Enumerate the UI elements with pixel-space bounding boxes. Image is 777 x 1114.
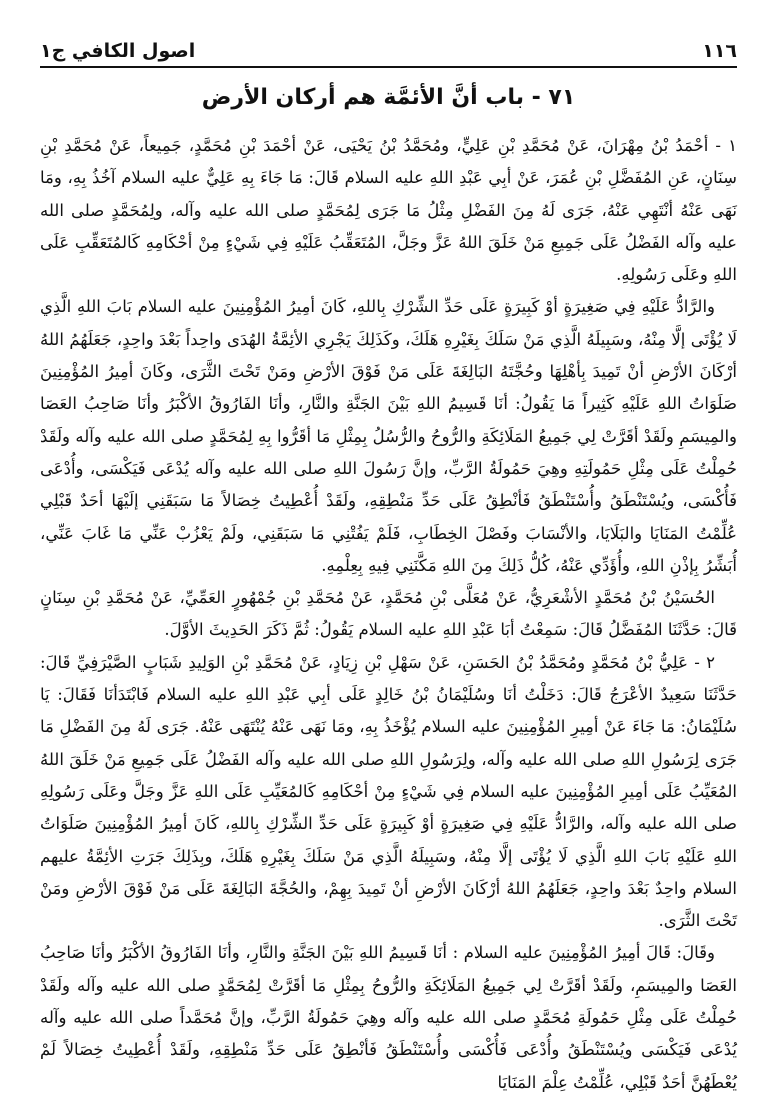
chapter-title: ٧١ - باب أنَّ الأئمَّة هم أركان الأرض: [201, 85, 576, 110]
running-header: [40, 28, 737, 62]
paragraph-hadith-2: ٢ - عَلِيُّ بْنُ مُحَمَّدٍ ومُحَمَّدُ بْنُ الحَسَنِ، عَنْ سَهْلِ بْنِ زِيَادٍ، عَنْ مُحَمَّدِ بْنِ الوَلِيدِ شَبَابٍ الصَّيْرَفِيِّ قَالَ: حَدَّثَنَا سَعِيدٌ الأعْرَجُ قَالَ: دَخَلْتُ أنَا وسُلَيْمَانُ بْنُ خَالِدٍ عَلَى أبِي عَبْدِ اللهِ عليه السلام فَابْتَدَأنَا فَقَالَ: يَا سُلَيْمَانُ: مَا جَاءَ عَنْ أمِيرِ المُؤْمِنِينَ عليه السلام يُؤْخَذُ بِهِ، ومَا نَهَى عَنْهُ يُنْتَهَى عَنْهُ. جَرَى لَهُ مِنَ الفَضْلِ مَا جَرَى لِرَسُولِ اللهِ صلى الله عليه وآله، ولِرَسُولِ اللهِ صلى الله عليه وآله الفَضْلُ عَلَى جَمِيعِ مَنْ خَلَقَ اللهُ المُعَيِّبُ عَلَى أمِيرِ المُؤْمِنِينَ عليه السلام فِي شَيْءٍ مِنْ أحْكَامِهِ كَالمُعَيِّبِ عَلَى اللهِ عَزَّ وجَلَّ وعَلَى رَسُولِهِ صلى الله عليه وآله، والرَّادُّ عَلَيْهِ فِي صَغِيرَةٍ أوْ كَبِيرَةٍ عَلَى حَدِّ الشِّرْكِ بِاللهِ، كَانَ أمِيرُ المُؤْمِنِينَ صَلَوَاتُ اللهِ عَلَيْهِ بَابَ اللهِ الَّذِي لَا يُؤْتَى إلَّا مِنْهُ، وسَبِيلَهُ الَّذِي مَنْ سَلَكَ بِغَيْرِهِ هَلَكَ، وبِذَلِكَ جَرَتِ الأئِمَّةُ عليهم السلام واحِدٌ بَعْدَ واحِدٍ، جَعَلَهُمُ اللهُ أرْكَانَ الأرْضِ أنْ تَمِيدَ بِهِمْ، والحُجَّةَ البَالِغَةَ عَلَى مَنْ فَوْقَ الأرْضِ ومَنْ تَحْتَ الثَّرَى.: [40, 652, 737, 931]
book-title: اصول الكافي ج١: [40, 40, 196, 62]
page-number: ١١٦: [702, 40, 737, 62]
paragraph-hadith-1: ١ - أحْمَدُ بْنُ مِهْرَانَ، عَنْ مُحَمَّدِ بْنِ عَلِيٍّ، ومُحَمَّدُ بْنُ يَحْيَى، عَنْ أحْمَدَ بْنِ مُحَمَّدٍ، جَمِيعاً، عَنْ مُحَمَّدِ بْنِ سِنَانٍ، عَنِ المُفَضَّلِ بْنِ عُمَرَ، عَنْ أبِي عَبْدِ اللهِ عليه السلام قَالَ: مَا جَاءَ بِهِ عَلِيٌّ عليه السلام آخُذُ بِهِ، ومَا نَهَى عَنْهُ أنْتَهِي عَنْهُ، جَرَى لَهُ مِنَ الفَضْلِ مِثْلُ مَا جَرَى لِمُحَمَّدٍ صلى الله عليه وآله، ولِمُحَمَّدٍ صلى الله عليه وآله الفَضْلُ عَلَى جَمِيعِ مَنْ خَلَقَ اللهُ عَزَّ وجَلَّ، المُتَعَقِّبُ عَلَيْهِ فِي شَيْءٍ مِنْ أحْكَامِهِ كَالمُتَعَقِّبِ عَلَى اللهِ وعَلَى رَسُولِهِ.: [40, 136, 737, 285]
paragraph-chain-note: الحُسَيْنُ بْنُ مُحَمَّدٍ الأشْعَرِيُّ، عَنْ مُعَلَّى بْنِ مُحَمَّدٍ، عَنْ مُحَمَّدِ بْنِ جُمْهُورٍ العَمِّيِّ، عَنْ مُحَمَّدِ بْنِ سِنَانٍ قَالَ: حَدَّثَنَا المُفَضَّلُ قَالَ: سَمِعْتُ أبَا عَبْدِ اللهِ عليه السلام يَقُولُ: ثُمَّ ذَكَرَ الحَدِيثَ الأوَّلَ.: [40, 588, 737, 640]
header-divider: [40, 66, 737, 68]
body-text: [40, 130, 737, 1099]
paragraph-hadith-2-cont: وقَالَ: قَالَ أمِيرُ المُؤْمِنِينَ عليه السلام : أنَا قَسِيمُ اللهِ بَيْنَ الجَنَّةِ والنَّارِ، وأنَا الفَارُوقُ الأكْبَرُ وأنَا صَاحِبُ العَصَا والمِيسَمِ، ولَقَدْ أقَرَّتْ لِي جَمِيعُ المَلَائِكَةِ والرُّوحُ بِمِثْلِ مَا أقَرَّتْ لِمُحَمَّدٍ صلى الله عليه وآله ولَقَدْ حُمِلْتُ عَلَى مِثْلِ حَمُولَةِ مُحَمَّدٍ صلى الله عليه وآله وهِيَ حَمُولَةُ الرَّبِّ، وإنَّ مُحَمَّداً صلى الله عليه وآله يُدْعَى فَيَكْسَى ويُسْتَنْطَقُ وأُدْعَى فَأُكْسَى وأُسْتَنْطَقُ فَأنْطِقُ عَلَى حَدِّ مَنْطِقِهِ، ولَقَدْ أُعْطِيتُ خِصَالاً لَمْ يُعْطَهُنَّ أحَدٌ قَبْلِي، عُلِّمْتُ عِلْمَ المَنَايَا: [40, 943, 737, 1092]
paragraph-hadith-1-cont: والرَّادُّ عَلَيْهِ فِي صَغِيرَةٍ أوْ كَبِيرَةٍ عَلَى حَدِّ الشِّرْكِ بِاللهِ، كَانَ أمِيرُ المُؤْمِنِينَ عليه السلام بَابَ اللهِ الَّذِي لَا يُؤْتَى إلَّا مِنْهُ، وسَبِيلَهُ الَّذِي مَنْ سَلَكَ بِغَيْرِهِ هَلَكَ، وكَذَلِكَ يَجْرِي الأئِمَّةُ الهُدَى واحِداً بَعْدَ واحِدٍ، جَعَلَهُمُ اللهُ أرْكَانَ الأرْضِ أنْ تَمِيدَ بِأهْلِهَا وحُجَّتَهُ البَالِغَةَ عَلَى مَنْ فَوْقَ الأرْضِ ومَنْ تَحْتَ الثَّرَى، وكَانَ أمِيرُ المُؤْمِنِينَ صَلَوَاتُ اللهِ عَلَيْهِ كَثِيراً مَا يَقُولُ: أنَا قَسِيمُ اللهِ بَيْنَ الجَنَّةِ والنَّارِ، وأنَا الفَارُوقُ الأكْبَرُ وأنَا صَاحِبُ العَصَا والمِيسَمِ ولَقَدْ أقَرَّتْ لِي جَمِيعُ المَلَائِكَةِ والرُّوحُ والرُّسُلُ بِمِثْلِ مَا أقَرُّوا بِهِ لِمُحَمَّدٍ صلى الله عليه وآله ولَقَدْ حُمِلْتُ عَلَى مِثْلِ حَمُولَتِهِ وهِيَ حَمُولَةُ الرَّبِّ، وإنَّ رَسُولَ اللهِ صلى الله عليه وآله يُدْعَى فَيَكْسَى، وأُدْعَى فَأُكْسَى، ويُسْتَنْطَقُ وأُسْتَنْطَقُ فَأنْطِقُ عَلَى حَدِّ مَنْطِقِهِ، ولَقَدْ أُعْطِيتُ خِصَالاً مَا سَبَقَنِي إلَيْهَا أحَدٌ قَبْلِي عُلِّمْتُ المَنَايَا والبَلَايَا، والأنْسَابَ وفَصْلَ الخِطَابِ، فَلَمْ يَفُتْنِي مَا سَبَقَنِي، ولَمْ يَعْزُبْ عَنِّي مَا غَابَ عَنِّي، أُبَشِّرُ بِإذْنِ اللهِ، وأُؤَدِّي عَنْهُ، كُلُّ ذَلِكَ مِنَ اللهِ مَكَّنَنِي فِيهِ بِعِلْمِهِ.: [40, 297, 737, 575]
